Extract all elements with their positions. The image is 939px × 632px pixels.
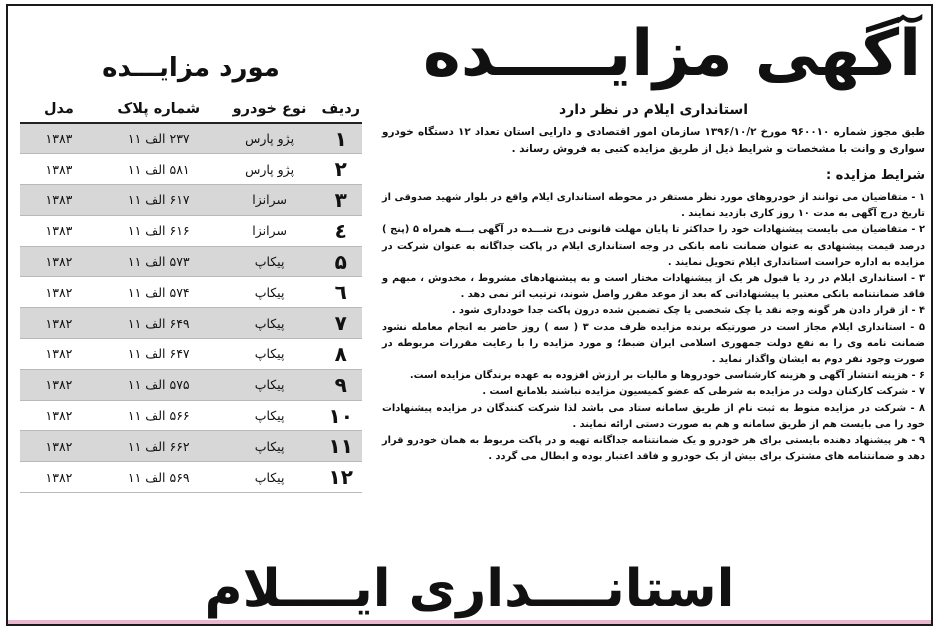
cell-row-number: ٤ <box>319 215 362 246</box>
items-table-body <box>20 123 362 493</box>
table-row <box>20 215 362 246</box>
cell-row-number: ۱۰ <box>319 400 362 431</box>
cell-row-number: ۲ <box>319 154 362 185</box>
cell-plate-number: ۲۳۷ الف ۱۱ <box>98 123 220 154</box>
cell-plate-number: ۶۱۷ الف ۱۱ <box>98 185 220 216</box>
footer-organization: استانــــداری ایــــلام <box>204 559 735 619</box>
condition-item: ۷ - شرکت کارکنان دولت در مزایده به شرطی که عضو کمیسیون مزایده نباشند بلامانع است . <box>482 386 925 398</box>
notice-intro: طبق مجوز شماره ۹۶۰۰۱۰ مورخ ۱۳۹۶/۱۰/۲ سازمان امور اقتصادی و دارایی استان تعداد ۱۲ دستگاه خودرو سواری و وانت با مشخصات و شرایط ذیل از طریق مزایده کتبی به فروش رساند . <box>382 126 925 155</box>
condition-item: ۲ - متقاضیان می بایست پیشنهادات خود را حداکثر تا پایان مهلت قانونی درج شـــده در آگهی بـــه همراه ۵ (پنج ) درصد قیمت پیشنهادی به عنوان ضمانت نامه بانکی در وجه استانداری ایلام در پاکت جداگانه به عنوان شرکت در مزایده به اداره حراست استانداری ایلام تحویل نمایند . <box>382 224 926 268</box>
header-model: مدل <box>20 96 98 123</box>
notice-title: آگهی مزایـــــده <box>423 17 921 91</box>
cell-model: ۱۳۸۲ <box>20 308 98 339</box>
table-row <box>20 154 362 185</box>
cell-vehicle-type: پیکاپ <box>220 400 320 431</box>
condition-item: ۶ - هزینه انتشار آگهی و هزینه کارشناسی خودروها و مالیات بر ارزش افزوده به عهده برندگان مزایده است. <box>409 370 925 382</box>
cell-model: ۱۳۸۲ <box>20 277 98 308</box>
table-row <box>20 246 362 277</box>
cell-vehicle-type: پیکاپ <box>220 431 320 462</box>
cell-model: ۱۳۸۳ <box>20 185 98 216</box>
cell-plate-number: ۵۷۵ الف ۱۱ <box>98 369 220 400</box>
notice-section <box>376 6 931 566</box>
condition-item: ۳ - استانداری ایلام در رد یا قبول هر یک از پیشنهادات مختار است و به پیشنهادهای مشروط ، مخدوش ، مبهم و فاقد ضمانتنامه بانکی معتبر یا پیشنهاداتی که بعد از موعد مقرر واصل شوند، ترتیب اثر نمی دهد . <box>382 273 925 301</box>
conditions-list <box>382 190 925 465</box>
condition-item: ۵ - استانداری ایلام مجاز است در صورتیکه برنده مزایده ظرف مدت ۳ ( سه ) روز حاضر به انجام معامله نشود ضمانت نامه وی را به نفع دولت جمهوری اسلامی ایران ضبط؛ و مورد مزایده را با رعایت مقررات مربوطه در صورت وجود نفر دوم به ایشان واگذار نماید . <box>382 321 925 366</box>
cell-vehicle-type: پیکاپ <box>220 462 320 493</box>
cell-model: ۱۳۸۲ <box>20 400 98 431</box>
issuer-line: استانداری ایلام در نظر دارد <box>558 102 749 118</box>
cell-plate-number: ۶۱۶ الف ۱۱ <box>98 215 220 246</box>
cell-row-number: ۱ <box>319 123 362 154</box>
items-table <box>20 96 362 493</box>
cell-row-number: ۷ <box>319 308 362 339</box>
table-row <box>20 462 362 493</box>
table-header-row <box>20 96 362 123</box>
condition-item: ۴ - از قرار دادن هر گونه وجه نقد یا چک شخصی یا چک تضمین شده درون پاکت جدا خودداری شود . <box>451 305 925 317</box>
cell-row-number: ۳ <box>319 185 362 216</box>
table-row <box>20 339 362 370</box>
cell-model: ۱۳۸۲ <box>20 246 98 277</box>
cell-model: ۱۳۸۳ <box>20 123 98 154</box>
cell-plate-number: ۵۷۳ الف ۱۱ <box>98 246 220 277</box>
cell-row-number: ۱۲ <box>319 462 362 493</box>
cell-row-number: ۱۱ <box>319 431 362 462</box>
cell-model: ۱۳۸۲ <box>20 431 98 462</box>
header-plate-number: شماره پلاک <box>98 96 220 123</box>
footer-accent-bar <box>8 620 931 624</box>
table-row <box>20 431 362 462</box>
items-section <box>20 48 362 493</box>
cell-plate-number: ۵۶۹ الف ۱۱ <box>98 462 220 493</box>
cell-model: ۱۳۸۲ <box>20 339 98 370</box>
cell-row-number: ٦ <box>319 277 362 308</box>
items-title: مورد مزایـــده <box>102 53 280 83</box>
cell-vehicle-type: پیکاپ <box>220 277 320 308</box>
condition-item: ۸ - شرکت در مزایده منوط به ثبت نام از طریق سامانه ستاد می باشد لذا شرکت کنندگان در مزایده پیشنهادات خود را می بایست هم از طریق سامانه و هم به صورت دستی ارائه نمایند . <box>382 402 925 430</box>
cell-row-number: ۸ <box>319 339 362 370</box>
cell-vehicle-type: پیکاپ <box>220 339 320 370</box>
cell-model: ۱۳۸۳ <box>20 215 98 246</box>
cell-vehicle-type: پیکاپ <box>220 246 320 277</box>
cell-plate-number: ۶۴۹ الف ۱۱ <box>98 308 220 339</box>
cell-model: ۱۳۸۲ <box>20 369 98 400</box>
table-row <box>20 369 362 400</box>
cell-vehicle-type: سرانزا <box>220 185 320 216</box>
cell-plate-number: ۵۸۱ الف ۱۱ <box>98 154 220 185</box>
cell-vehicle-type: سرانزا <box>220 215 320 246</box>
header-vehicle-type: نوع خودرو <box>220 96 320 123</box>
conditions-heading: شرایط مزایده : <box>825 168 925 183</box>
table-row <box>20 277 362 308</box>
cell-plate-number: ۵۶۶ الف ۱۱ <box>98 400 220 431</box>
condition-item: ۱ - متقاضیان می توانند از خودروهای مورد نظر مستقر در محوطه استانداری ایلام واقع در بلوار شهید صدوقی از تاریخ درج آگهی به مدت ۱۰ روز کاری بازدید نمایند . <box>382 192 925 220</box>
table-row <box>20 308 362 339</box>
cell-model: ۱۳۸۲ <box>20 462 98 493</box>
cell-row-number: ۵ <box>319 246 362 277</box>
cell-plate-number: ۶۶۲ الف ۱۱ <box>98 431 220 462</box>
cell-vehicle-type: پژو پارس <box>220 154 320 185</box>
cell-plate-number: ۶۴۷ الف ۱۱ <box>98 339 220 370</box>
cell-vehicle-type: پژو پارس <box>220 123 320 154</box>
ad-frame <box>6 4 933 626</box>
cell-vehicle-type: پیکاپ <box>220 369 320 400</box>
cell-plate-number: ۵۷۴ الف ۱۱ <box>98 277 220 308</box>
cell-row-number: ۹ <box>319 369 362 400</box>
condition-item: ۹ - هر پیشنهاد دهنده بایستی برای هر خودرو و یک ضمانتنامه جداگانه تهیه و در پاکت مربوط به همان خودرو قرار دهد و ضمانتنامه های مشترک برای بیش از یک خودرو و فاقد اعتبار بوده و ابطال می گردد . <box>382 435 925 463</box>
table-row <box>20 400 362 431</box>
table-row <box>20 185 362 216</box>
header-row-number: ردیف <box>319 96 362 123</box>
table-row <box>20 123 362 154</box>
cell-vehicle-type: پیکاپ <box>220 308 320 339</box>
cell-model: ۱۳۸۳ <box>20 154 98 185</box>
